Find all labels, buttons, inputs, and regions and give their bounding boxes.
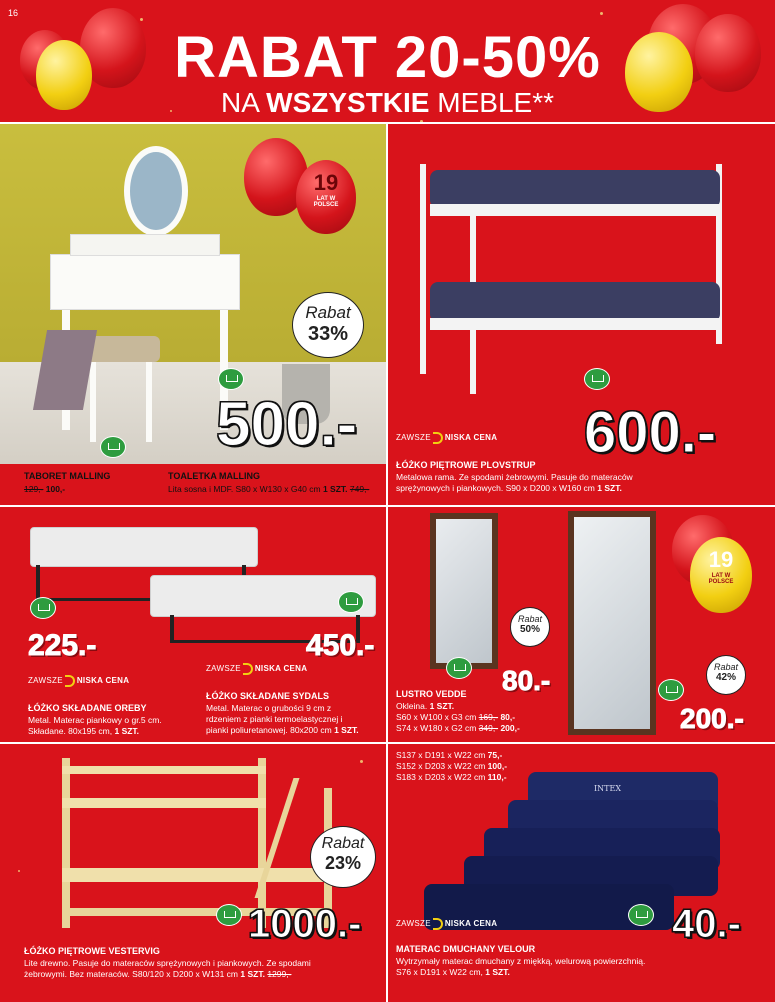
banner-sub-suffix: MEBLE** — [437, 87, 554, 118]
niska-cena-logo: ZAWSZE NISKA CENA — [396, 919, 498, 929]
page-number: 16 — [8, 8, 19, 18]
bunk-bed-illustration — [420, 164, 730, 374]
product-desc-plovstrup — [396, 472, 633, 494]
mirror-large — [568, 511, 656, 735]
throw-blanket — [33, 330, 97, 410]
price-sydals: 450.- — [306, 629, 375, 662]
product-name-vedde: LUSTRO VEDDE — [396, 689, 467, 699]
discount-value: 33% — [307, 323, 349, 345]
table-old-price: 749,- — [349, 484, 370, 494]
stool-new-price: 100,- — [45, 484, 66, 494]
discount-speech-bubble: Rabat 23% — [310, 826, 376, 888]
cart-icon — [30, 597, 56, 619]
vanity-mirror — [124, 146, 188, 236]
price-malling: 500.- — [216, 390, 358, 459]
cart-icon — [446, 657, 472, 679]
velour-size-list: S137 x D191 x W22 cm 75,- S152 x D203 x W22 cm 100,- S183 x D203 x W22 cm 110,- — [396, 750, 508, 782]
product-desc-vedde: Okleina. 1 SZT. S60 x W100 x G3 cm 169,- 80,- S74 x W180 x G2 cm 349,- 200,- — [396, 701, 520, 733]
product-name-table: TOALETKA MALLING — [168, 471, 260, 481]
product-desc-oreby: Metal. Materac piankowy o gr.5 cm. Składane. 80x195 cm, 1 SZT. — [28, 715, 162, 736]
mirror-small — [430, 513, 498, 669]
qty: 1 SZT. — [597, 483, 622, 493]
desc-line-2: sprężynowych i piankowych. S90 x D200 x W160 cm — [396, 483, 595, 493]
niska-cena-logo — [396, 432, 497, 444]
badge-text-1: LAT W — [316, 196, 336, 202]
table-qty: 1 SZT. — [322, 484, 348, 494]
desc-line-1: Metalowa rama. Ze spodami żebrowymi. Pasuje do materaców — [396, 472, 633, 482]
discount-label: Rabat — [305, 303, 351, 322]
discount-speech-bubble — [292, 292, 364, 358]
product-name-oreby: ŁÓŻKO SKŁADANE OREBY — [28, 703, 147, 713]
badge-text-2: POLSCE — [313, 202, 339, 208]
banner-sub-prefix: NA — [221, 87, 259, 118]
niska-cena-logo: ZAWSZE NISKA CENA — [206, 664, 308, 674]
panel-vestervig — [0, 744, 386, 1002]
panel-malling — [0, 124, 386, 505]
panel-vedde — [388, 507, 775, 742]
badge-number: 19 — [313, 170, 339, 195]
panel-velour — [388, 744, 775, 1002]
price-vestervig: 1000.- — [248, 902, 362, 946]
product-desc-velour: Wytrzymały materac dmuchany z miękką, welurową powierzchnią. S76 x D191 x W22 cm, 1 SZT. — [396, 956, 646, 977]
niska-cena-logo: ZAWSZE NISKA CENA — [28, 676, 130, 686]
cart-icon — [628, 904, 654, 926]
stool-legs — [90, 362, 152, 442]
product-name-stool: TABORET MALLING — [24, 471, 111, 481]
product-name-plovstrup: ŁÓŻKO PIĘTROWE PLOVSTRUP — [396, 460, 536, 470]
brand-label: INTEX — [594, 784, 622, 793]
price-oreby: 225.- — [28, 629, 97, 662]
price-vedde-small: 80.- — [502, 665, 551, 696]
stool-old-price: 129,- — [24, 484, 44, 494]
stool-price-line — [24, 484, 65, 495]
vanity-top-drawers — [70, 234, 220, 256]
cart-icon — [338, 591, 364, 613]
banner-title: RABAT 20-50% — [174, 25, 601, 90]
panel-plovstrup — [388, 124, 775, 505]
price-plovstrup: 600.- — [584, 400, 717, 465]
cart-icon — [218, 368, 244, 390]
cart-icon — [216, 904, 242, 926]
balloon-badge-19: 19 LAT W POLSCE — [690, 537, 752, 613]
niska-z: ZAWSZE — [396, 433, 431, 443]
price-vedde-large: 200.- — [680, 703, 744, 734]
product-desc-sydals: Metal. Materac o grubości 9 cm z rdzeniem z pianki termoelastycznej i pianki poliuretanowej. 80x200 cm 1 SZT. — [206, 703, 359, 735]
discount-speech-bubble: Rabat 42% — [706, 655, 746, 695]
banner-sub-bold: WSZYSTKIE — [266, 87, 430, 118]
banner-subtitle — [0, 88, 775, 118]
cart-icon — [584, 368, 610, 390]
niska-n: NISKA CENA — [444, 433, 498, 443]
table-desc-text: Lita sosna i MDF. S80 x W130 x G40 cm — [168, 484, 321, 494]
cart-icon — [100, 436, 126, 458]
product-name-sydals: ŁÓŻKO SKŁADANE SYDALS — [206, 691, 330, 701]
cart-icon — [658, 679, 684, 701]
folding-bed-oreby — [30, 527, 258, 567]
price-velour: 40.- — [672, 902, 741, 946]
balloon-badge-19 — [296, 160, 356, 234]
table-desc — [168, 484, 369, 495]
product-name-vestervig: ŁÓŻKO PIĘTROWE VESTERVIG — [24, 946, 160, 956]
vanity-body — [50, 254, 240, 310]
product-name-velour: MATERAC DMUCHANY VELOUR — [396, 944, 536, 954]
product-desc-vestervig: Lite drewno. Pasuje do materaców sprężynowych i piankowych. Ze spodami żebrowymi. Bez materaców. S80/120 x D200 x W131 cm 1 SZT. 1299,- — [24, 958, 311, 979]
panel-folding-beds — [0, 507, 386, 742]
discount-speech-bubble: Rabat 50% — [510, 607, 550, 647]
